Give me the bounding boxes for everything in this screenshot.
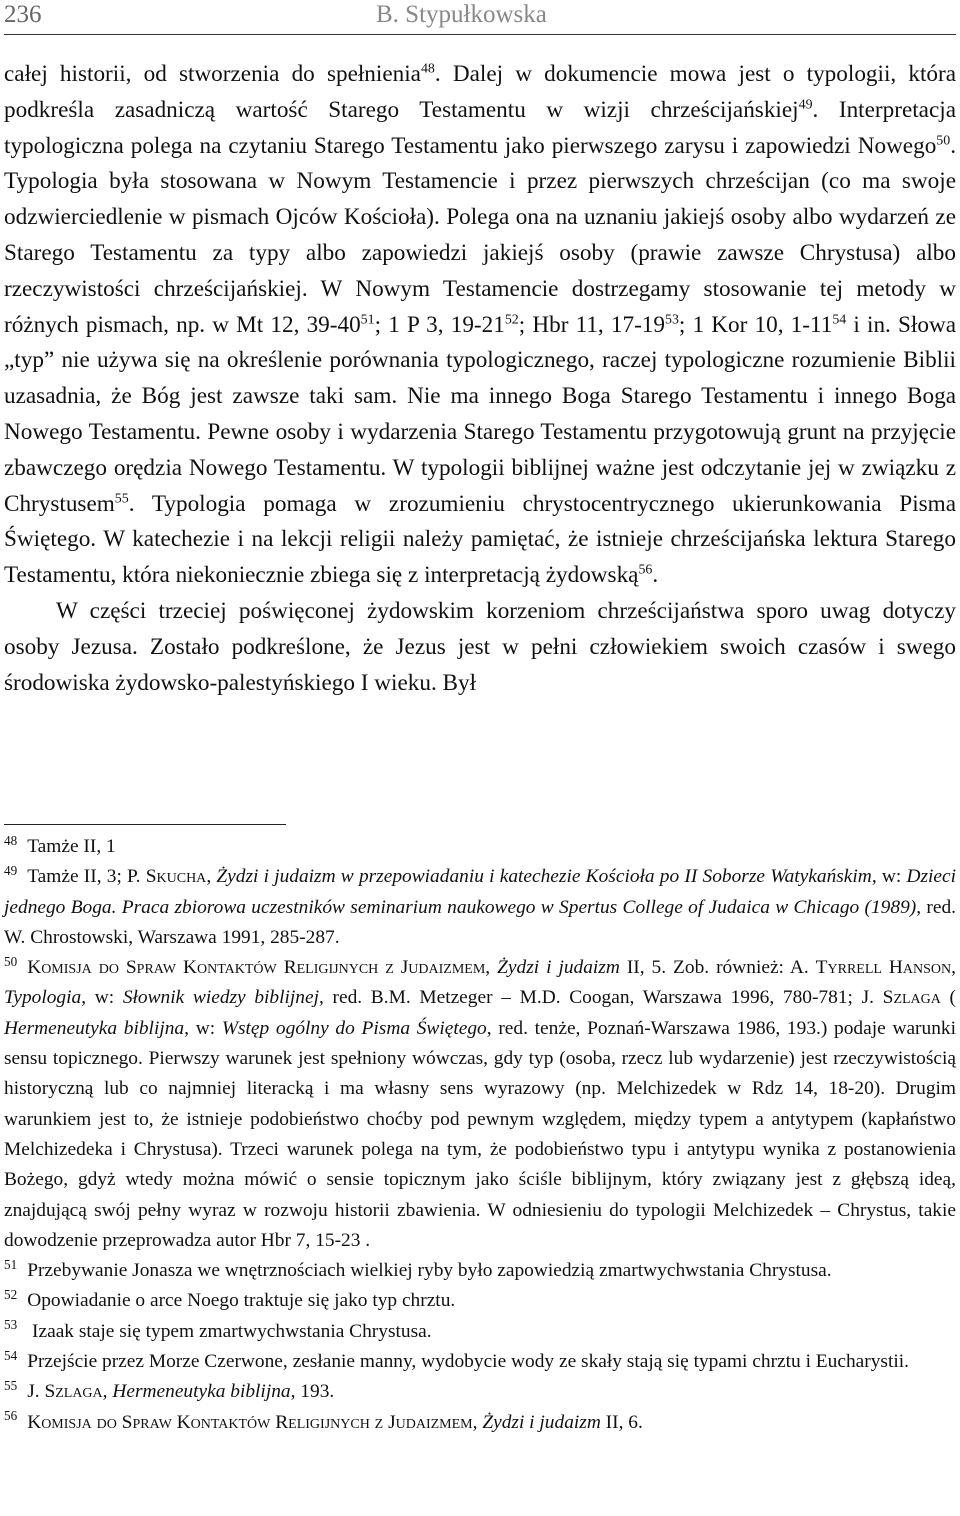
text-run: Tamże II, 3; P. (27, 866, 146, 888)
work-title: Hermeneutyka biblijna (112, 1381, 291, 1403)
paragraph (4, 57, 956, 594)
footnote-number: 48 (4, 832, 18, 848)
text-run: ( (940, 987, 957, 1009)
footnote-ref[interactable]: 55 (114, 490, 129, 506)
work-title: Żydzi i judaizm w przepowiadaniu i katechezie Kościoła po II Soborze Watykańskim (216, 866, 872, 888)
footnote-rule (4, 824, 286, 825)
footnote-ref[interactable]: 50 (936, 132, 951, 148)
author-name: Komisja do Spraw Kontaktów Religijnych z Judaizmem (27, 957, 486, 979)
footnote-number: 55 (4, 1377, 18, 1393)
text-run: II, 6. (600, 1411, 643, 1433)
text-run: J. (27, 1381, 45, 1403)
text-run: , (472, 1411, 483, 1433)
author-name: Tyrrell Hanson (815, 957, 952, 979)
text-run: . Typologia była stosowana w Nowym Testamencie i przez pierwszych chrześcijan (co ma swoje odzwierciedlenie w pismach Ojców Kościoła). Polega ona na uznaniu jakiejś osoby albo wydarzeń ze Starego Testamentu za typy albo zapowiedzi jakiejś osoby (prawie zawsze Chrystusa) albo rzeczywistości chrześcijańskiej. W Nowym Testamencie dostrzegamy stosowanie tej metody w różnych pismach, np. w Mt 12, 39-40 (4, 132, 956, 338)
footnote-text: Opowiadanie o arce Noego traktuje się jako typ chrztu. (27, 1290, 456, 1312)
author-name: Skucha (145, 866, 207, 888)
footnote-ref[interactable]: 51 (360, 311, 375, 327)
text-run: , w: (81, 987, 123, 1009)
text-run: , w: (184, 1017, 222, 1039)
footnote-number: 53 (4, 1317, 18, 1333)
text-run: . Dalej w dokumencie mowa jest o typologii, która podkreśla zasadniczą wartość Starego Testamentu w wizji chrześcijańskiej (4, 61, 957, 123)
text-run: , red. W. Chrostowski, Warszawa 1991, 285-287. (4, 896, 956, 948)
text-run: , (951, 957, 956, 979)
footnote-53 (4, 1317, 956, 1347)
footnote-ref[interactable]: 53 (665, 311, 679, 327)
page-header (4, 0, 954, 36)
footnote-48 (4, 832, 956, 862)
text-run: , red. B.M. Metzeger – M.D. Coogan, Warszawa 1996, 780-781; J. (318, 987, 883, 1009)
author-name: Komisja do Spraw Kontaktów Religijnych z Judaizmem (27, 1411, 473, 1433)
author-name: Szlaga (44, 1381, 103, 1403)
footnote-text: Przejście przez Morze Czerwone, zesłanie manny, wydobycie wody ze skały stają się typami chrztu i Eucharystii. (27, 1351, 909, 1373)
footnote-ref[interactable]: 49 (798, 97, 813, 113)
footnote-number: 51 (4, 1256, 18, 1272)
running-head: B. Stypułkowska (376, 1, 547, 28)
footnotes (4, 832, 956, 1438)
paragraph: W części trzeciej poświęconej żydowskim korzeniom chrześcijaństwa sporo uwag dotyczy osoby Jezusa. Zostało podkreślone, że Jezus jest w pełni człowiekiem swoich czasów i swego środowiska żydowsko-palestyńskiego I wieku. Był (4, 597, 956, 696)
footnote-56 (4, 1408, 956, 1438)
footnote-number: 52 (4, 1286, 18, 1302)
text-run: . (652, 562, 659, 589)
text-run: . Typologia pomaga w zrozumieniu chrystocentrycznego ukierunkowania Pisma Świętego. W katechezie i na lekcji religii należy pamiętać, że istnieje chrześcijańska lektura Starego Testamentu, która niekoniecznie zbiega się z interpretacją żydowską (4, 490, 956, 589)
footnote-ref[interactable]: 48 (420, 61, 435, 77)
footnote-54 (4, 1347, 956, 1377)
footnote-number: 50 (4, 953, 18, 969)
footnote-text: Tamże II, 1 (27, 836, 116, 857)
work-title: Typologia (4, 987, 82, 1009)
text-run: , (206, 866, 217, 888)
text-run: , 193. (290, 1381, 335, 1403)
footnote-52 (4, 1286, 956, 1316)
footnote-text: Przebywanie Jonasza we wnętrznościach wielkiej ryby było zapowiedzią zmartwychwstania Chrystusa. (27, 1260, 832, 1282)
main-text (4, 57, 956, 701)
work-title: Żydzi i judaizm (497, 957, 620, 979)
header-rule (4, 34, 956, 35)
text-run: ; 1 Kor 10, 1-11 (678, 311, 833, 338)
author-name: Szlaga (882, 987, 941, 1009)
footnote-49 (4, 862, 956, 953)
footnote-51 (4, 1256, 956, 1286)
footnote-50 (4, 953, 956, 1256)
text-run: . Interpretacja typologiczna polega na czytaniu Starego Testamentu jako pierwszego zarysu i zapowiedzi Nowego (4, 96, 956, 159)
footnote-number: 56 (4, 1408, 18, 1424)
work-title: Słownik wiedzy biblijnej (122, 987, 319, 1009)
footnote-text: Izaak staje się typem zmartwychwstania Chrystusa. (27, 1320, 432, 1342)
text-run: i in. Słowa „typ” nie używa się na określenie porównania typologicznego, raczej typologiczne rozumienie Biblii uzasadnia, że Bóg jest zawsze taki sam. Nie ma innego Boga Starego Testamentu i innego Boga Nowego Testamentu. Pewne osoby i wydarzenia Starego Testamentu przygotowują grunt na przyjęcie zbawczego orędzia Nowego Testamentu. W typologii biblijnej ważne jest odczytanie jej w związku z Chrystusem (4, 311, 956, 517)
text-run: ; Hbr 11, 17-19 (518, 311, 665, 338)
text-run: , w: (871, 866, 907, 888)
work-title: Żydzi i judaizm (482, 1411, 601, 1433)
page-number: 236 (4, 1, 42, 28)
work-title: Wstęp ogólny do Pisma Świętego (221, 1017, 487, 1039)
work-title: Dzieci jednego Boga. Praca zbiorowa uczestników seminarium naukowego w Spertus College of Judaica w Chicago (1989) (4, 866, 957, 918)
text-run: , (485, 957, 498, 979)
work-title: Hermeneutyka biblijna (4, 1017, 185, 1039)
footnote-55 (4, 1377, 956, 1407)
footnote-ref[interactable]: 52 (504, 311, 519, 327)
footnote-ref[interactable]: 56 (638, 562, 653, 578)
footnote-number: 49 (4, 862, 18, 878)
text-run: , (102, 1381, 113, 1403)
text-run: II, 5. Zob. również: A. (619, 957, 816, 979)
text-run: ; 1 P 3, 19-21 (374, 311, 505, 338)
text-run: , red. tenże, Poznań-Warszawa 1986, 193.) podaje warunki sensu topicznego. Pierwszy warunek jest spełniony wówczas, gdy typ (osoba, rzecz lub wydarzenie) jest rzeczywistością historyczną lub co najmniej literacką i ma własny sens wyrazowy (np. Melchizedek w Rdz 14, 18-20). Drugim warunkiem jest to, że istnieje podobieństwo choćby pod pewnym względem, między typem a antytypem (kapłaństwo Melchizedeka i Chrystusa). Trzeci warunek polega na tym, że podobieństwo typu i antytypu wynika z postanowienia Bożego, gdyż wtedy można mówić o sensie topicznym jako ściśle biblijnym, który związany jest z głębszą ideą, znajdującą swój pełny wyraz w rozwoju historii zbawienia. W odniesieniu do typologii Melchizedek – Chrystus, takie dowodzenie przeprowadza autor Hbr 7, 15-23 . (4, 1017, 956, 1251)
footnote-ref[interactable]: 54 (832, 311, 847, 327)
footnote-number: 54 (4, 1347, 18, 1363)
text-run: całej historii, od stworzenia do spełnienia (4, 61, 421, 87)
